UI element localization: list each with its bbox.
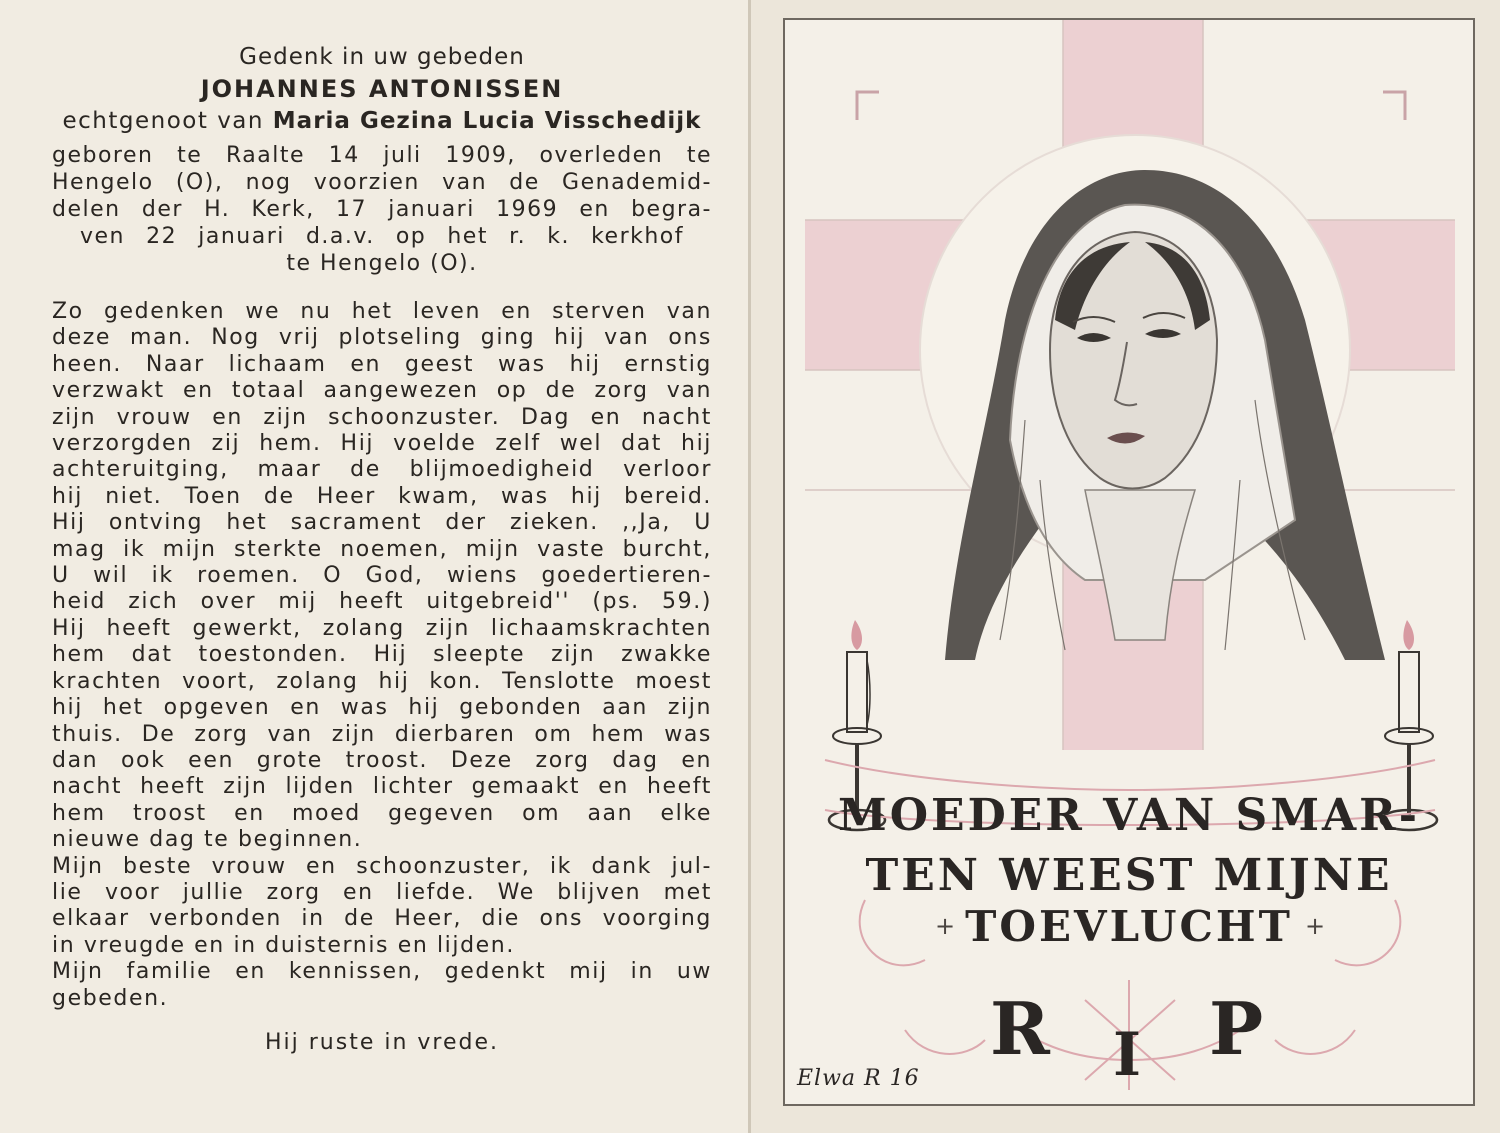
devotional-card bbox=[783, 18, 1475, 1106]
paragraph-thanks bbox=[52, 854, 712, 960]
biography bbox=[52, 142, 712, 277]
text-line: hem dat toestonden. Hij sleepte zijn zwakke bbox=[52, 642, 712, 668]
paragraph-life bbox=[52, 299, 712, 854]
text-line: Mijn familie en kennissen, gedenkt mij in uw bbox=[52, 959, 712, 985]
text-line: zijn vrouw en zijn schoonzuster. Dag en nacht bbox=[52, 404, 712, 430]
text-line: nieuwe dag te beginnen. bbox=[52, 827, 363, 853]
text-line: nacht heeft zijn lijden lichter gemaakt en heeft bbox=[52, 774, 712, 800]
text-line: Zo gedenken we nu het leven en sterven van bbox=[52, 299, 712, 324]
text-line: lie voor jullie zorg en liefde. We blijven met bbox=[52, 879, 712, 905]
rip-letter-p: P bbox=[1209, 986, 1264, 1071]
text-line: hij het opgeven en was hij gebonden aan zijn bbox=[52, 695, 712, 721]
cross-symbol-right: + bbox=[1305, 912, 1326, 940]
cross-symbol-left: + bbox=[935, 912, 956, 940]
image-panel bbox=[751, 0, 1500, 1133]
memorial-text bbox=[52, 40, 712, 1055]
text-line: Hij ontving het sacrament der zieken. ,,Ja, U bbox=[52, 510, 712, 536]
text-line: mag ik mijn sterkte noemen, mijn vaste burcht, bbox=[52, 536, 712, 562]
text-line: elkaar verbonden in de Heer, die ons voorging bbox=[52, 906, 712, 932]
bio-line: te Hengelo (O). bbox=[286, 251, 478, 276]
spouse-line bbox=[52, 104, 712, 138]
text-line: verzwakt en totaal aangewezen op de zorg van bbox=[52, 378, 712, 404]
text-line: heid zich over mij heeft uitgebreid'' (ps. 59.) bbox=[52, 589, 712, 615]
spouse-name: Maria Gezina Lucia Visschedijk bbox=[272, 108, 702, 134]
motto-line-2: TEN WEEST MIJNE bbox=[865, 850, 1393, 901]
spouse-prefix: echtgenoot van bbox=[62, 108, 264, 134]
text-line: verzorgden zij hem. Hij voelde zelf wel dat hij bbox=[52, 431, 712, 457]
text-line: Mijn beste vrouw en schoonzuster, ik dank jul- bbox=[52, 853, 712, 879]
bio-line: ven 22 januari d.a.v. op het r. k. kerkhof bbox=[80, 224, 684, 249]
rip-letter-i: I bbox=[1113, 1020, 1142, 1090]
deceased-name: JOHANNES ANTONISSEN bbox=[200, 75, 564, 103]
text-line: heen. Naar lichaam en geest was hij ernstig bbox=[52, 351, 712, 377]
text-line: thuis. De zorg van zijn dierbaren om hem was bbox=[52, 721, 712, 747]
motto-line-3: TOEVLUCHT bbox=[965, 902, 1293, 951]
bio-line: geboren te Raalte 14 juli 1909, overleden te bbox=[52, 143, 712, 168]
motto-line-1: MOEDER VAN SMAR- bbox=[838, 790, 1420, 841]
text-line: hem troost en moed gegeven om aan elke bbox=[52, 800, 712, 826]
text-line: hij niet. Toen de Heer kwam, was hij bereid. bbox=[52, 483, 712, 509]
text-line: deze man. Nog vrij plotseling ging hij van ons bbox=[52, 325, 712, 351]
text-line: gebeden. bbox=[52, 985, 169, 1011]
text-line: Hij heeft gewerkt, zolang zijn lichaamskrachten bbox=[52, 615, 712, 641]
printer-mark: Elwa R 16 bbox=[797, 1066, 920, 1091]
text-line: U wil ik roemen. O God, wiens goedertieren- bbox=[52, 563, 712, 589]
text-line: dan ook een grote troost. Deze zorg dag en bbox=[52, 747, 712, 773]
bio-line: delen der H. Kerk, 17 januari 1969 en begra- bbox=[52, 197, 712, 222]
text-line: achteruitging, maar de blijmoedigheid verloor bbox=[52, 457, 712, 483]
closing-line: Hij ruste in vrede. bbox=[264, 1029, 500, 1055]
prayer-header: Gedenk in uw gebeden bbox=[239, 44, 525, 70]
rip-letter-r: R bbox=[990, 986, 1050, 1071]
paragraph-family bbox=[52, 959, 712, 1012]
text-line: krachten voort, zolang hij kon. Tenslotte moest bbox=[52, 668, 712, 694]
bio-line: Hengelo (O), nog voorzien van de Genademid- bbox=[52, 170, 712, 195]
text-line: in vreugde en in duisternis en lijden. bbox=[52, 932, 515, 958]
